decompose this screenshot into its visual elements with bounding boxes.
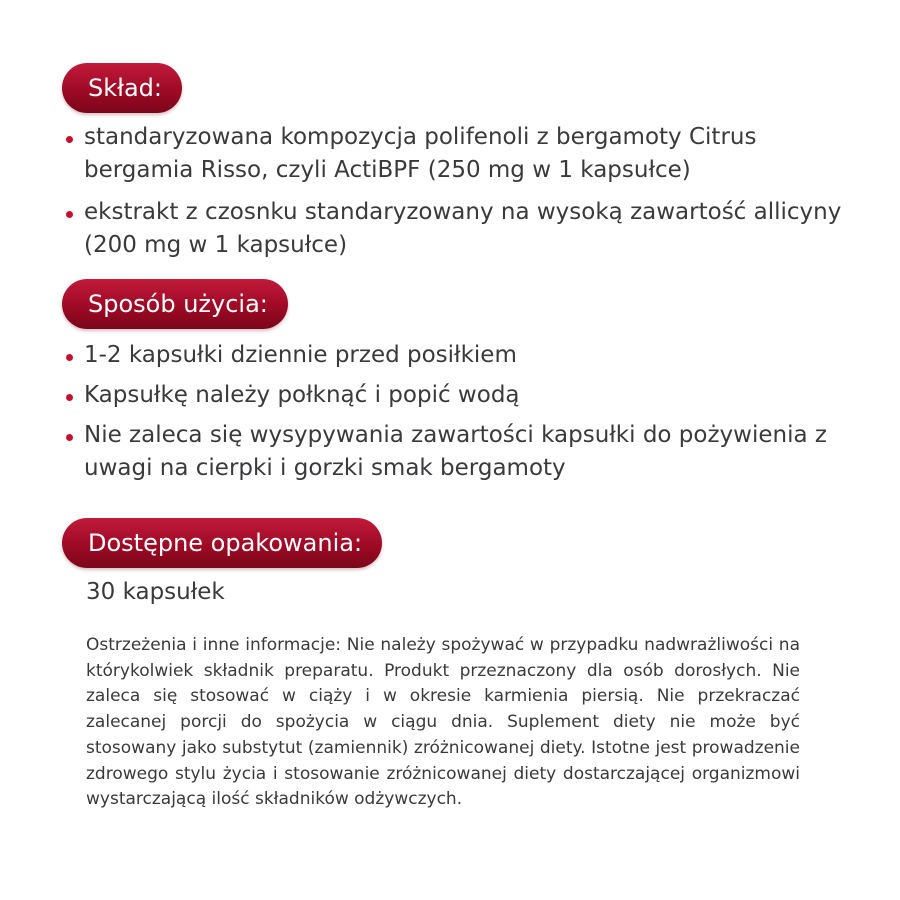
bullet-icon: [66, 211, 73, 218]
usage-heading: Sposób użycia:: [62, 279, 288, 329]
composition-list: [64, 121, 844, 262]
list-item-text: ekstrakt z czosnku standaryzowany na wysoką zawartość allicyny (200 mg w 1 kapsułce): [84, 199, 842, 258]
usage-list: [64, 339, 844, 485]
bullet-icon: [66, 394, 73, 401]
list-item: [64, 379, 844, 412]
composition-heading: Skład:: [62, 63, 182, 113]
list-item-text: Kapsułkę należy połknąć i popić wodą: [84, 382, 520, 408]
list-item: [64, 419, 844, 485]
list-item-text: 1-2 kapsułki dziennie przed posiłkiem: [84, 342, 517, 368]
bullet-icon: [66, 136, 73, 143]
list-item-text: Nie zaleca się wysypywania zawartości kapsułki do pożywienia z uwagi na cierpki i gorzki smak bergamoty: [84, 422, 827, 481]
list-item: [64, 196, 844, 262]
list-item: [64, 121, 844, 187]
bullet-icon: [66, 354, 73, 361]
packaging-heading: Dostępne opakowania:: [62, 518, 382, 568]
list-item-text: standaryzowana kompozycja polifenoli z bergamoty Citrus bergamia Risso, czyli ActiBPF (250 mg w 1 kapsułce): [84, 124, 757, 183]
list-item: [64, 339, 844, 372]
warnings-paragraph: Ostrzeżenia i inne informacje: Nie należy spożywać w przypadku nadwrażliwości na którykolwiek składnik preparatu. Produkt przeznaczony dla osób dorosłych. Nie zaleca się stosować w ciąży i w okresie karmienia piersią. Nie przekraczać zalecanej porcji do spożycia w ciągu dnia. Suplement diety nie może być stosowany jako substytut (zamiennik) zróżnicowanej diety. Istotne jest prowadzenie zdrowego stylu życia i stosowanie zróżnicowanej diety dostarczającej organizmowi wystarczającą ilość składników odżywczych.: [86, 635, 800, 810]
bullet-icon: [66, 434, 73, 441]
package-size: 30 kapsułek: [86, 579, 225, 605]
